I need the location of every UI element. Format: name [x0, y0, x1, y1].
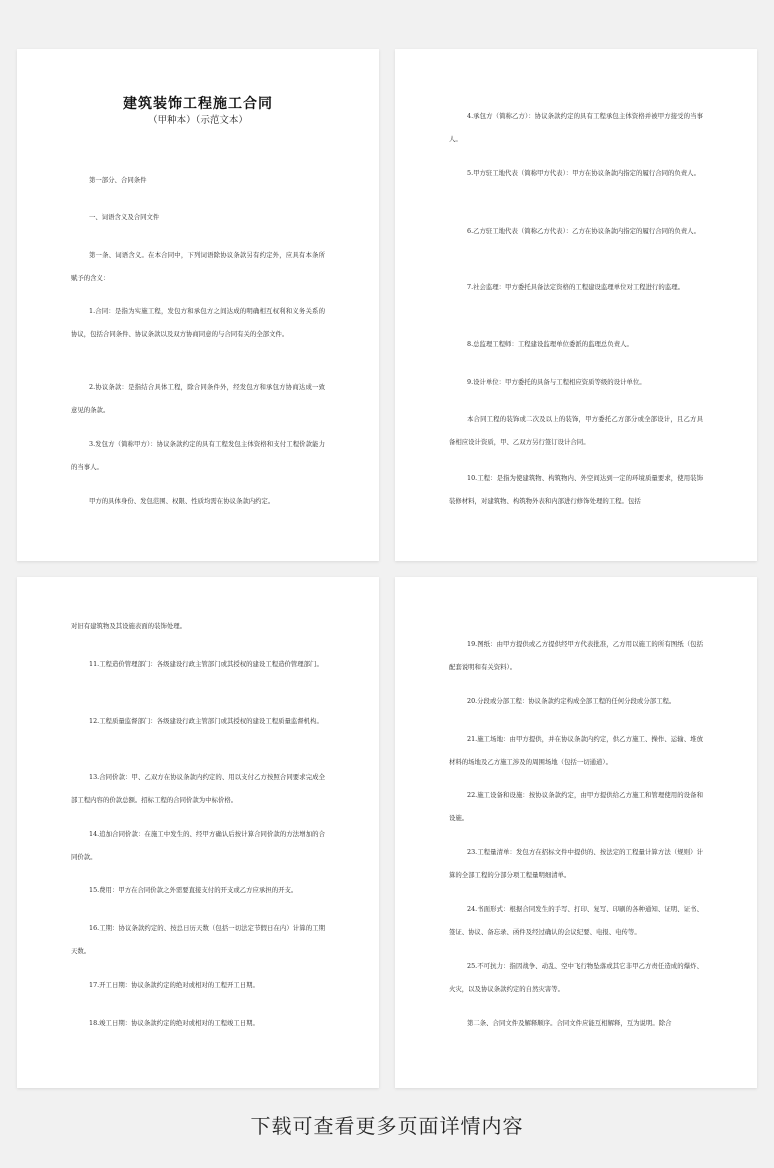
paragraph: 4.承包方（简称乙方）：协议条款约定的具有工程承包主体资格并被甲方接受的当事人。 [449, 112, 703, 143]
document-page-1 [17, 49, 379, 561]
paragraph: 23.工程量清单：发包方在招标文件中提供的、按法定的工程量计算方法（规则）计算的全部工程的分部分项工程量明细清单。 [449, 848, 703, 879]
paragraph: 7.社会监理：甲方委托具备法定资格的工程建设监理单位对工程进行的监理。 [467, 283, 684, 291]
paragraph: 10.工程：是指为使建筑物、构筑物内、外空间达到一定的环境质量要求，使用装饰装修材料，对建筑物、构筑物外表和内部进行修饰处理的工程。包括 [449, 474, 703, 505]
paragraph: 17.开工日期：协议条款约定的绝对或相对的工程开工日期。 [89, 981, 259, 989]
paragraph: 甲方的具体身份、发包范围、权限、性质均需在协议条款内约定。 [89, 497, 275, 505]
paragraph: 2.协议条款：是指结合具体工程，除合同条件外，经发包方和承包方协商达成一致意见的条款。 [71, 383, 325, 414]
paragraph: 5.甲方驻工地代表（简称甲方代表）：甲方在协议条款内指定的履行合同的负责人。 [467, 169, 700, 177]
document-page-2 [395, 49, 757, 561]
paragraph: 13.合同价款：甲、乙双方在协议条款内约定的、用以支付乙方按照合同要求完成全部工程内容的价款总额。招标工程的合同价款为中标价格。 [71, 773, 325, 804]
document-page-3 [17, 577, 379, 1088]
section-heading: 第一部分、合同条件 [89, 176, 147, 184]
paragraph: 18.竣工日期：协议条款约定的绝对或相对的工程竣工日期。 [89, 1019, 259, 1027]
paragraph: 20.分段或分部工程：协议条款约定构成全部工程的任何分段或分部工程。 [467, 697, 676, 705]
paragraph: 24.书面形式：根据合同发生的手写、打印、复写、印刷的各种通知、证明、证书、签证、协议、备忘录、函件及经过确认的会议纪要、电报、电传等。 [449, 905, 703, 936]
paragraph: 14.追加合同价款：在施工中发生的、经甲方确认后按计算合同价款的方法增加的合同价款。 [71, 830, 325, 861]
paragraph: 对旧有建筑物及其设施表面的装饰处理。 [71, 622, 187, 630]
paragraph: 22.施工设备和设施：按协议条款约定，由甲方提供给乙方施工和管理使用的设备和设施。 [449, 791, 703, 822]
paragraph: 9.设计单位：甲方委托的具备与工程相应资质等级的设计单位。 [467, 378, 646, 386]
paragraph: 本合同工程的装饰或二次及以上的装饰，甲方委托乙方部分或全部设计，且乙方具备相应设计资质，甲、乙双方另行签订设计合同。 [449, 415, 703, 446]
download-more-caption: 下载可查看更多页面详情内容 [250, 1114, 524, 1138]
section-heading: 一、词语含义及合同文件 [89, 213, 160, 221]
document-subtitle: （甲种本）（示范文本） [148, 115, 248, 126]
paragraph: 1.合同：是指为实施工程，发包方和承包方之间达成的明确相互权利和义务关系的协议，包括合同条件、协议条款以及双方协商同意的与合同有关的全部文件。 [71, 307, 325, 338]
paragraph: 第一条、词语含义。在本合同中，下列词语除协议条款另有约定外，应具有本条所赋予的含义： [71, 251, 325, 282]
paragraph: 8.总监理工程师：工程建设监理单位委派的监理总负责人。 [467, 340, 633, 348]
paragraph: 16.工期：协议条款约定的、按总日历天数（包括一切法定节假日在内）计算的工期天数。 [71, 924, 325, 955]
paragraph: 3.发包方（简称甲方）：协议条款约定的具有工程发包主体资格和支付工程价款能力的当事人。 [71, 440, 325, 471]
paragraph: 第二条、合同文件及解释顺序。合同文件应能互相解释，互为说明。除合 [467, 1019, 672, 1027]
paragraph: 21.施工场地：由甲方提供，并在协议条款内约定，供乙方施工、操作、运输、堆放材料的场地及乙方施工涉及的周围场地（包括一切通道）。 [449, 735, 703, 766]
paragraph: 11.工程造价管理部门：各级建设行政主管部门或其授权的建设工程造价管理部门。 [89, 660, 323, 668]
paragraph: 15.费用：甲方在合同价款之外需要直接支付的开支或乙方应承担的开支。 [89, 886, 298, 894]
paragraph: 12.工程质量监督部门：各级建设行政主管部门或其授权的建设工程质量监督机构。 [89, 717, 323, 725]
paragraph: 25.不可抗力：指因战争、动乱、空中飞行物坠落或其它非甲乙方责任造成的爆炸、火灾，以及协议条款约定的自然灾害等。 [449, 962, 703, 993]
paragraph: 19.图纸：由甲方提供或乙方提供经甲方代表批准，乙方用以施工的所有图纸（包括配套说明和有关资料）。 [449, 640, 703, 671]
paragraph: 6.乙方驻工地代表（简称乙方代表）：乙方在协议条款内指定的履行合同的负责人。 [467, 227, 700, 235]
document-title: 建筑装饰工程施工合同 [123, 96, 273, 112]
document-page-4 [395, 577, 757, 1088]
